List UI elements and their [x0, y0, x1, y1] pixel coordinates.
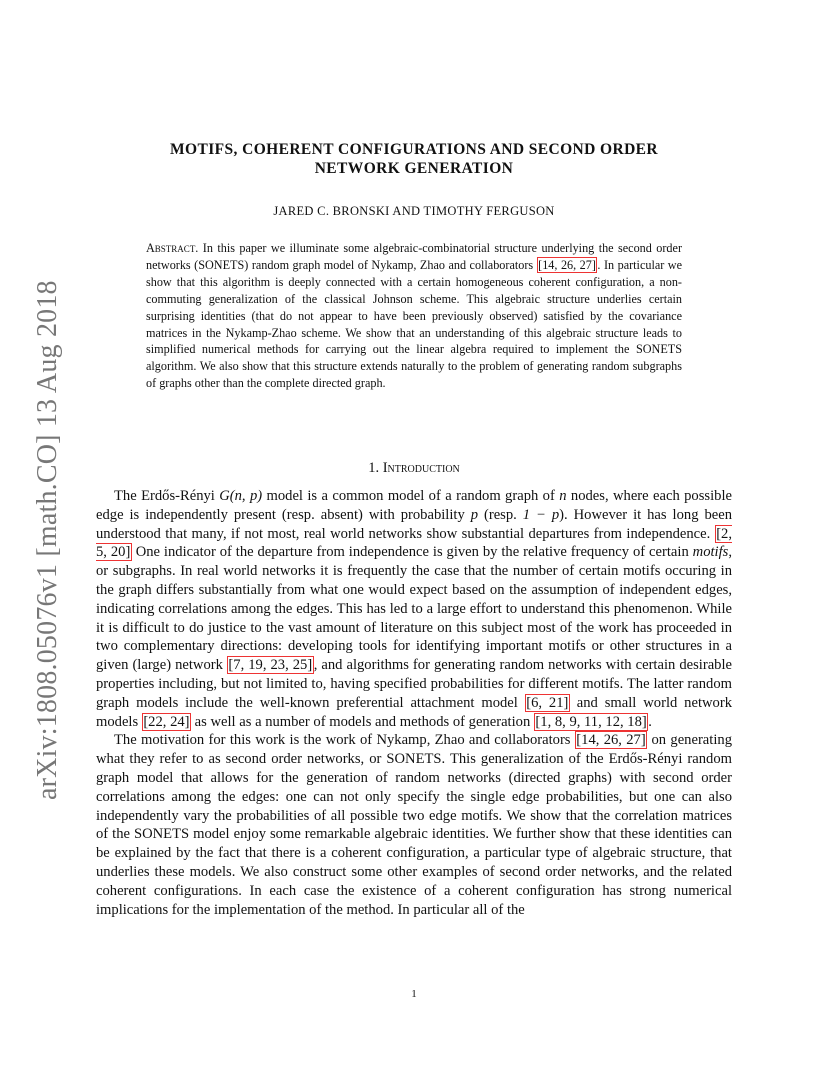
text-run: One indicator of the departure from independence is given by the relative frequency of certain	[131, 544, 693, 561]
page-number: 1	[411, 988, 417, 1000]
abstract	[146, 240, 682, 392]
text-run: on generating what they refer to as second order networks, or SONETS. This generalization of the Erdős-Rényi random graph model that allows for the generation of random networks (directed graphs) with second order correlations among the edges: one can not only specify the single edge probabilities, but one can also independently vary the probabilities of all possible two edge motifs. We show that the correlation matrices of the SONETS model enjoy some remarkable algebraic identities. We further show that these identities can be explained by the fact that there is a coherent configuration, a particular type of algebraic structure, that underlies these models. We also construct some other examples of second order networks, and the related coherent configurations. In each case the existence of a coherent configuration has strong numerical implications for the implementation of the method. In particular all of the	[96, 732, 732, 918]
text-run: , and algorithms for generating random networks with certain desirable properties including, but not limited to, having specified probabilities for different motifs. The latter random graph models include the well-known preferential attachment model	[96, 657, 733, 711]
section-heading-introduction	[96, 460, 732, 477]
text-run: , or subgraphs. In real world networks it is frequently the case that the number of certain motifs occuring in the graph differs substantially from what one would expect based on the assumption of independent edges, indicating correlations among the edges. This has led to a large effort to understand this phenomenon. While it is difficult to do justice to the vast amount of literature on this subject most of the work has proceeded in two complementary directions: developing tools for identifying important motifs or other structures in a given (large) network	[96, 544, 732, 674]
math-g-n-p: G(n, p)	[219, 488, 263, 504]
text-run: (resp.	[478, 506, 523, 523]
text-run: as well as a number of models and methods of generation	[191, 713, 534, 730]
citation-link[interactable]: [7, 19, 23, 25]	[228, 657, 313, 674]
math-n: n	[559, 488, 567, 504]
paper-title-line-1: MOTIFS, COHERENT CONFIGURATIONS AND SECOND ORDER	[170, 141, 658, 158]
text-run: model is a common model of a random graph of	[262, 488, 560, 504]
math-p: p	[470, 506, 479, 523]
paper-title	[96, 140, 732, 178]
citation-link[interactable]: [1, 8, 9, 11, 12, 18]	[535, 713, 647, 730]
citation-link[interactable]: [22, 24]	[143, 713, 190, 730]
abstract-label: Abstract.	[146, 241, 199, 255]
text-run: ). However it has long been understood that many, if not most, real world networks show substantial departures from independence.	[96, 506, 733, 542]
text-run: .	[648, 713, 652, 730]
math-1-minus-p: 1 − p	[522, 506, 560, 523]
abstract-text: . In particular we show that this algorithm is deeply connected with a certain homogeneous coherent configuration, a non-commuting generalization of the classical Johnson scheme. This algebraic structure underlies certain surprising identities (that do not appear to have been previously observed) satisfied by the covariance matrices in the Nykamp-Zhao scheme. We show that an understanding of this algebraic structure leads to simplified numerical methods for carrying out the linear algebra required to implement the SONETS algorithm. We also show that this structure extends naturally to the problem of generating random subgraphs of graphs other than the complete directed graph.	[146, 257, 683, 391]
text-run: and small world network models	[96, 694, 732, 730]
citation-link[interactable]: [14, 26, 27]	[538, 257, 596, 272]
citation-link[interactable]: [2, 5, 20]	[96, 525, 732, 561]
emphasis-motifs: motifs	[692, 544, 729, 561]
paragraph-1	[96, 487, 732, 731]
paper-authors: JARED C. BRONSKI AND TIMOTHY FERGUSON	[273, 204, 555, 218]
citation-link[interactable]: [6, 21]	[526, 694, 569, 711]
section-number: 1.	[368, 460, 383, 476]
section-title: Introduction	[382, 460, 460, 476]
paper-title-line-2: NETWORK GENERATION	[314, 160, 514, 177]
text-run: nodes, where each possible edge is independently present (resp. absent) with probability	[96, 488, 732, 523]
text-run: The Erdős-Rényi	[114, 488, 220, 504]
body-text	[96, 487, 732, 919]
citation-link[interactable]: [14, 26, 27]	[576, 732, 646, 749]
abstract-text: In this paper we illuminate some algebraic-combinatorial structure underlying the second order networks (SONETS) random graph model of Nykamp, Zhao and collaborators	[146, 241, 682, 272]
paragraph-2	[96, 731, 732, 919]
text-run: The motivation for this work is the work of Nykamp, Zhao and collaborators	[114, 732, 575, 749]
arxiv-identifier-sidebar: arXiv:1808.05076v1 [math.CO] 13 Aug 2018	[32, 280, 63, 800]
